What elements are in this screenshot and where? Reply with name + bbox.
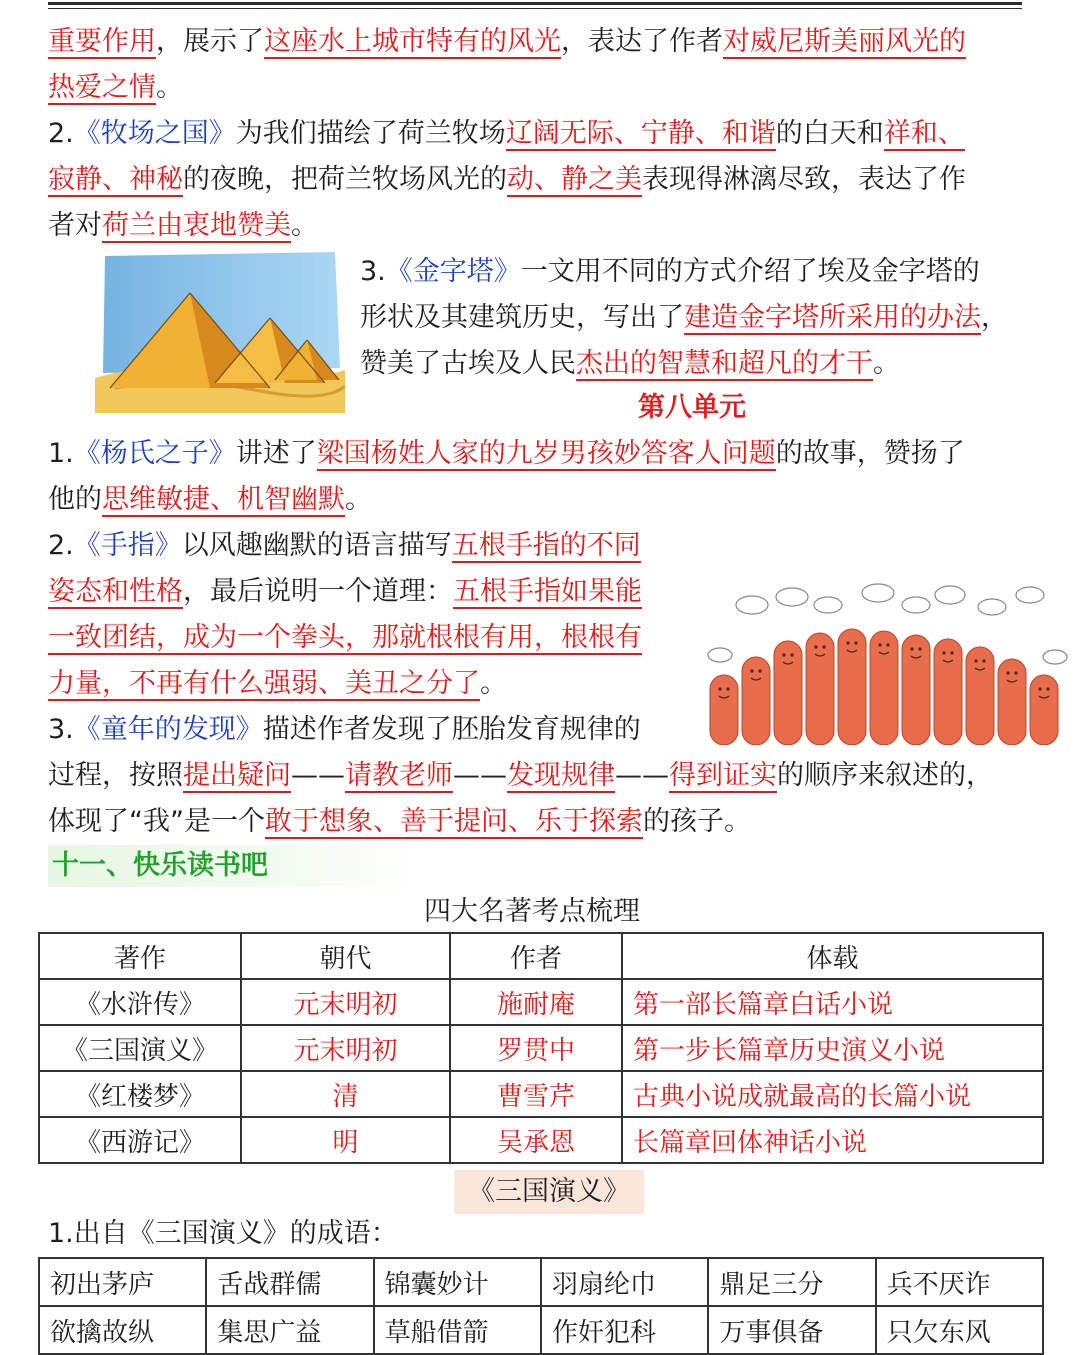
body-text: 者对 bbox=[48, 210, 102, 241]
item2-line3 bbox=[48, 206, 318, 246]
item2-line2 bbox=[48, 160, 966, 200]
body-text: 一文用不同的方式介绍了埃及金字塔的 bbox=[520, 256, 980, 287]
item2-line1 bbox=[48, 114, 965, 154]
answer-text: 姿态和性格 bbox=[48, 576, 183, 607]
table-cell: 《西游记》 bbox=[39, 1117, 241, 1163]
answer-text: 一致团结，成为一个拳头，那就根根有用，根根有 bbox=[48, 622, 642, 653]
body-text: 以风趣幽默的语言描写 bbox=[181, 530, 452, 561]
pyramid-illustration bbox=[95, 248, 345, 413]
body-text: ，表达了作者 bbox=[561, 26, 723, 57]
item-number: 3. bbox=[360, 256, 386, 287]
body-text: 的故事，赞扬了 bbox=[775, 438, 965, 469]
answer-text: 五根手指的不同 bbox=[451, 530, 641, 561]
item-number: 3. bbox=[48, 714, 74, 745]
u8-item2-line3 bbox=[48, 618, 642, 658]
answer-text: 寂静、神秘 bbox=[48, 164, 183, 195]
u8-item2-line1 bbox=[48, 526, 641, 566]
body-text: 表现得淋漓尽致，表达了作 bbox=[642, 164, 966, 195]
table-cell: 元末明初 bbox=[241, 1025, 450, 1071]
idiom-cell: 万事俱备 bbox=[708, 1306, 875, 1354]
sub-heading: 《三国演义》 bbox=[454, 1170, 644, 1214]
classics-table bbox=[38, 932, 1044, 1164]
answer-text: 这座水上城市特有的风光 bbox=[264, 26, 561, 57]
answer-text: 梁国杨姓人家的九岁男孩妙答客人问题 bbox=[316, 438, 776, 469]
unit-heading: 第八单元 bbox=[638, 392, 746, 423]
body-text: 。 bbox=[291, 210, 318, 241]
table-header: 著作 bbox=[39, 933, 241, 979]
answer-text: 请教老师 bbox=[345, 760, 453, 791]
body-text: 。 bbox=[345, 484, 372, 515]
body-text: 形状及其建筑历史，写出了 bbox=[360, 302, 684, 333]
body-text: 的顺序来叙述的， bbox=[777, 760, 993, 791]
answer-text: 杰出的智慧和超凡的才干 bbox=[576, 348, 873, 379]
table-cell: 曹雪芹 bbox=[450, 1071, 622, 1117]
u8-item1-line2 bbox=[48, 480, 372, 520]
table-header: 体载 bbox=[622, 933, 1043, 979]
idioms-heading: 1.出自《三国演义》的成语： bbox=[48, 1218, 398, 1249]
idiom-cell: 集思广益 bbox=[206, 1306, 373, 1354]
table-row bbox=[39, 1025, 1043, 1071]
table-cell: 施耐庵 bbox=[450, 979, 622, 1025]
table-row bbox=[39, 1117, 1043, 1163]
idiom-cell: 羽扇纶巾 bbox=[541, 1258, 708, 1306]
answer-text: 力量，不再有什么强弱、美丑之分了 bbox=[48, 668, 480, 699]
table-cell: 清 bbox=[241, 1071, 450, 1117]
body-text: 。 bbox=[156, 72, 183, 103]
table-cell: 罗贯中 bbox=[450, 1025, 622, 1071]
answer-text: 敢于想象、善于提问、乐于探索 bbox=[264, 806, 643, 837]
lesson-title: 《牧场之国》 bbox=[73, 118, 236, 149]
body-text: 。 bbox=[480, 668, 507, 699]
body-text: 的孩子。 bbox=[642, 806, 751, 837]
body-text: 的白天和 bbox=[775, 118, 884, 149]
answer-text: 对威尼斯美丽风光的 bbox=[723, 26, 966, 57]
table-cell: 古典小说成就最高的长篇小说 bbox=[622, 1071, 1043, 1117]
table-cell: 《水浒传》 bbox=[39, 979, 241, 1025]
answer-text: 得到证实 bbox=[669, 760, 777, 791]
table-cell: 《红楼梦》 bbox=[39, 1071, 241, 1117]
idiom-cell: 作奸犯科 bbox=[541, 1306, 708, 1354]
item-number: 2. bbox=[48, 530, 74, 561]
table-cell: 吴承恩 bbox=[450, 1117, 622, 1163]
answer-text: 荷兰由衷地赞美 bbox=[102, 210, 291, 241]
table-row bbox=[39, 979, 1043, 1025]
item-number: 2. bbox=[48, 118, 74, 149]
body-text: 的夜晚，把荷兰牧场风光的 bbox=[183, 164, 507, 195]
body-text: 他的 bbox=[48, 484, 102, 515]
table-header: 作者 bbox=[450, 933, 622, 979]
idioms-table bbox=[38, 1257, 1044, 1355]
u8-item3-line1 bbox=[48, 710, 641, 750]
idiom-cell: 欲擒故纵 bbox=[39, 1306, 206, 1354]
dash: —— bbox=[453, 760, 507, 791]
idiom-cell: 只欠东风 bbox=[876, 1306, 1043, 1354]
body-text: 赞美了古埃及人民 bbox=[360, 348, 576, 379]
answer-text: 祥和、 bbox=[883, 118, 965, 149]
item3-line1 bbox=[360, 252, 980, 292]
idiom-cell: 舌战群儒 bbox=[206, 1258, 373, 1306]
table-cell: 第一步长篇章历史演义小说 bbox=[622, 1025, 1043, 1071]
answer-text: 动、静之美 bbox=[507, 164, 642, 195]
smiling-fingers-photo bbox=[700, 575, 1070, 745]
u8-item2-line2 bbox=[48, 572, 642, 612]
lesson-title: 《杨氏之子》 bbox=[73, 438, 236, 469]
u8-item3-line3 bbox=[48, 802, 751, 842]
answer-text: 建造金字塔所采用的办法 bbox=[684, 302, 981, 333]
body-text: 。 bbox=[873, 348, 900, 379]
answer-text: 重要作用 bbox=[48, 26, 156, 57]
body-text: ， bbox=[981, 302, 1008, 333]
answer-text: 热爱之情 bbox=[48, 72, 156, 103]
table-row bbox=[39, 1306, 1043, 1354]
item1-line1 bbox=[48, 22, 966, 62]
item3-line3 bbox=[360, 344, 900, 384]
idiom-cell: 锦囊妙计 bbox=[374, 1258, 541, 1306]
item3-line2 bbox=[360, 298, 1008, 338]
body-text: 描述作者发现了胚胎发育规律的 bbox=[262, 714, 641, 745]
table-cell: 第一部长篇章白话小说 bbox=[622, 979, 1043, 1025]
answer-text: 提出疑问 bbox=[183, 760, 291, 791]
table-header-row bbox=[39, 933, 1043, 979]
body-text: ，最后说明一个道理： bbox=[183, 576, 453, 607]
answer-text: 辽阔无际、宁静、和谐 bbox=[505, 118, 776, 149]
body-text: ，展示了 bbox=[156, 26, 264, 57]
answer-text: 发现规律 bbox=[507, 760, 615, 791]
table-title: 四大名著考点梳理 bbox=[424, 896, 640, 927]
lesson-title: 《手指》 bbox=[73, 530, 182, 561]
table-header: 朝代 bbox=[241, 933, 450, 979]
table-row bbox=[39, 1071, 1043, 1117]
body-text: 讲述了 bbox=[235, 438, 317, 469]
idiom-cell: 草船借箭 bbox=[374, 1306, 541, 1354]
item1-line2 bbox=[48, 68, 183, 108]
table-cell: 明 bbox=[241, 1117, 450, 1163]
u8-item1-line1 bbox=[48, 434, 965, 474]
table-cell: 《三国演义》 bbox=[39, 1025, 241, 1071]
dash: —— bbox=[615, 760, 669, 791]
answer-text: 五根手指如果能 bbox=[453, 576, 642, 607]
top-rule bbox=[48, 2, 1022, 5]
u8-item2-line4 bbox=[48, 664, 507, 704]
body-text: 体现了“我”是一个 bbox=[48, 806, 265, 837]
idiom-cell: 初出茅庐 bbox=[39, 1258, 206, 1306]
table-cell: 长篇章回体神话小说 bbox=[622, 1117, 1043, 1163]
top-rule-thin bbox=[48, 8, 1022, 9]
idiom-cell: 鼎足三分 bbox=[708, 1258, 875, 1306]
idiom-cell: 兵不厌诈 bbox=[876, 1258, 1043, 1306]
body-text: 过程，按照 bbox=[48, 760, 183, 791]
table-cell: 元末明初 bbox=[241, 979, 450, 1025]
section-heading: 十一、快乐读书吧 bbox=[48, 845, 432, 887]
body-text: 为我们描绘了荷兰牧场 bbox=[235, 118, 506, 149]
dash: —— bbox=[291, 760, 345, 791]
table-row bbox=[39, 1258, 1043, 1306]
answer-text: 思维敏捷、机智幽默 bbox=[102, 484, 345, 515]
lesson-title: 《童年的发现》 bbox=[73, 714, 263, 745]
lesson-title: 《金字塔》 bbox=[385, 256, 521, 287]
u8-item3-line2 bbox=[48, 756, 993, 796]
item-number: 1. bbox=[48, 438, 74, 469]
